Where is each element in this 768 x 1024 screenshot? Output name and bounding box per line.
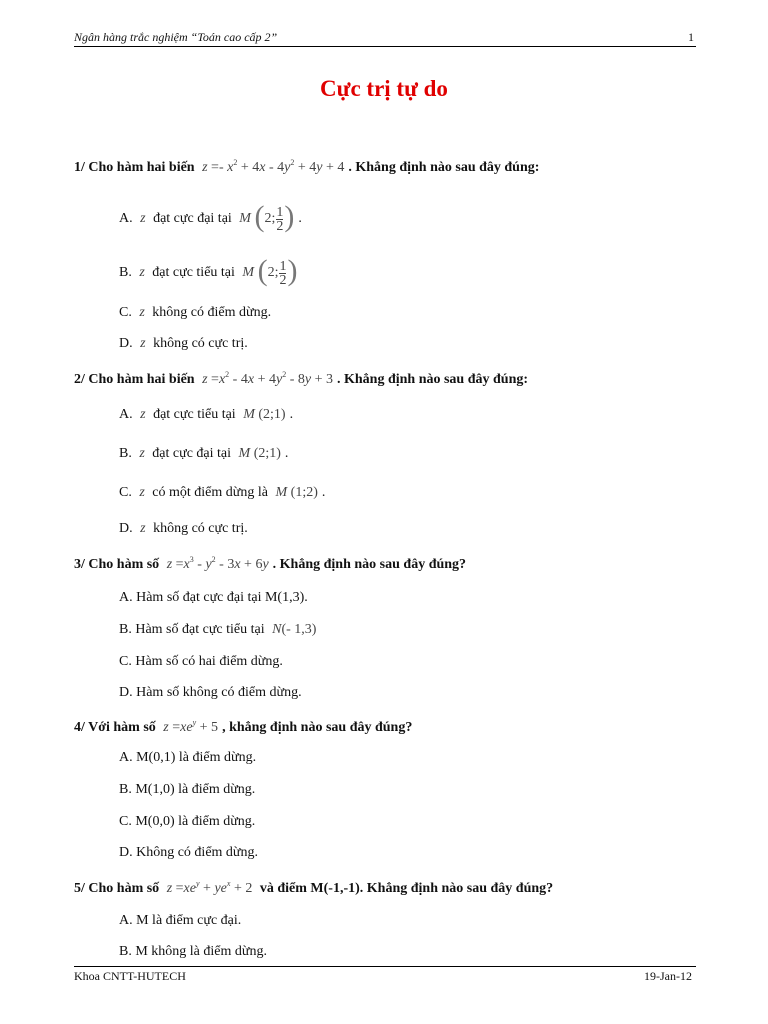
q5-option-b: B. M không là điểm dừng. bbox=[119, 944, 267, 959]
q1-option-d: D. z không có cực trị. bbox=[119, 336, 248, 351]
q3-option-d: D. Hàm số không có điểm dừng. bbox=[119, 685, 302, 700]
q4-option-c: C. M(0,0) là điểm dừng. bbox=[119, 814, 256, 829]
q2-option-a: A. z đạt cực tiểu tại M (2;1) . bbox=[119, 407, 294, 422]
question-5-lead: 5/ Cho hàm số bbox=[74, 881, 160, 896]
question-3-lead: 3/ Cho hàm số bbox=[74, 557, 160, 572]
question-2-lead: 2/ Cho hàm hai biến bbox=[74, 372, 195, 387]
question-3-tail: . Khẳng định nào sau đây đúng? bbox=[272, 557, 467, 572]
q3-option-c: C. Hàm số có hai điểm dừng. bbox=[119, 654, 283, 669]
question-2-formula: $z =x^2 - 4x + 4y^2 - 8y + 3$ bbox=[202, 370, 333, 387]
question-1 bbox=[74, 158, 539, 176]
question-1-formula: $z =- x^2 + 4x - 4y^2 + 4y + 4$ bbox=[202, 158, 345, 175]
page-footer bbox=[74, 966, 696, 984]
q2-option-c: C. z có một điểm dừng là M (1;2) . bbox=[119, 485, 326, 500]
q1-option-b: B. z đạt cực tiểu tại M (2; $\frac{1}{2}$ ) bbox=[119, 254, 298, 288]
point-m: M (2; $\frac{1}{2}$ ) bbox=[239, 200, 295, 234]
page-header bbox=[74, 30, 696, 47]
question-4-formula: $z =xe^y + 5$ bbox=[163, 718, 219, 735]
page-number: 1 bbox=[688, 30, 694, 44]
question-5-formula: $z =xe^y + ye^x + 2$ bbox=[166, 879, 253, 896]
question-1-lead: 1/ Cho hàm hai biến bbox=[74, 160, 195, 175]
question-3 bbox=[74, 555, 466, 573]
page-title: Cực trị tự do bbox=[320, 76, 448, 101]
q2-option-d: D. z không có cực trị. bbox=[119, 521, 248, 536]
footer-date: 19-Jan-12 bbox=[644, 969, 692, 983]
question-4 bbox=[74, 718, 412, 736]
q2-option-b: B. z đạt cực đại tại M (2;1) . bbox=[119, 446, 289, 461]
q4-option-b: B. M(1,0) là điểm dừng. bbox=[119, 782, 256, 797]
question-4-tail: , khẳng định nào sau đây đúng? bbox=[222, 720, 413, 735]
question-5 bbox=[74, 879, 553, 897]
header-text: Ngân hàng trắc nghiệm “Toán cao cấp 2” bbox=[74, 30, 278, 44]
point-m: M (2; $\frac{1}{2}$ ) bbox=[242, 254, 298, 288]
q5-option-a: A. M là điểm cực đại. bbox=[119, 913, 242, 928]
footer-department: Khoa CNTT-HUTECH bbox=[74, 969, 186, 983]
question-1-tail: . Khẳng định nào sau đây đúng: bbox=[348, 160, 540, 175]
q4-option-d: D. Không có điểm dừng. bbox=[119, 845, 259, 860]
q4-option-a: A. M(0,1) là điểm dừng. bbox=[119, 750, 257, 765]
q1-option-a: A. z đạt cực đại tại M (2; $\frac{1}{2}$ ) . bbox=[119, 200, 302, 234]
q1-option-c: C. z không có điểm dừng. bbox=[119, 305, 272, 320]
question-2-tail: . Khẳng định nào sau đây đúng: bbox=[336, 372, 529, 387]
q3-option-b: B. Hàm số đạt cực tiểu tại N(- 1,3) bbox=[119, 622, 317, 637]
question-3-formula: $z =x^3 - y^2 - 3x + 6y$ bbox=[166, 555, 269, 572]
question-5-tail: và điểm M(-1,-1). Khẳng định nào sau đây đúng? bbox=[259, 881, 554, 896]
question-4-lead: 4/ Với hàm số bbox=[74, 720, 156, 735]
question-2 bbox=[74, 370, 528, 388]
q3-option-a: A. Hàm số đạt cực đại tại M(1,3). bbox=[119, 590, 308, 605]
